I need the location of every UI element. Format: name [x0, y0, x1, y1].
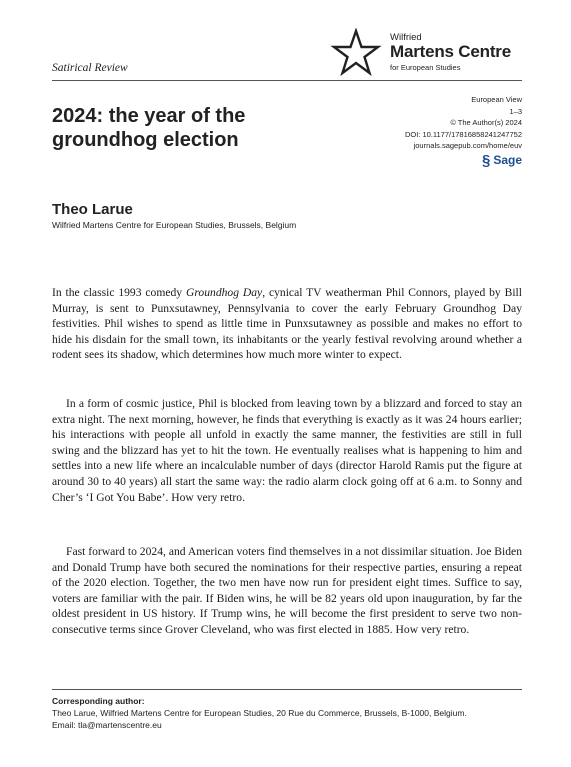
article-title [52, 104, 312, 152]
copyright: © The Author(s) 2024 [450, 118, 522, 127]
corresponding-author-block [52, 695, 522, 731]
author-name: Theo Larue [52, 201, 133, 218]
p1-text-start: In the classic 1993 comedy [52, 286, 186, 299]
section-kicker: Satirical Review [52, 62, 128, 74]
doi[interactable]: DOI: 10.1177/17816858241247752 [404, 129, 522, 139]
corresponding-label: Corresponding author: [52, 696, 145, 706]
p1-text-end: , cynical TV weatherman Phil Connors, played by Bill Murray, is sent to Punxsutawney, Pennsylvania to cover the early February Groundhog Day festivities. Phil wishes to spend as little time in Punxsutawney as possible and makes no effort to hide his disdain for the small town, its inhabitants or the yearly festival revolving around whether a rodent sees its shadow, which determines how much more winter to expect. [52, 286, 522, 362]
logo-small-text: Wilfried [390, 32, 422, 43]
sage-s-icon: § [481, 151, 491, 169]
header-rule [52, 80, 522, 81]
title-line-1: 2024: the year of the [52, 105, 246, 127]
film-title: Groundhog Day [185, 286, 263, 299]
paragraph-1 [52, 285, 522, 363]
author-affiliation: Wilfried Martens Centre for European Studies, Brussels, Belgium [52, 220, 297, 230]
publisher-name: Sage [493, 152, 522, 167]
page-range: 1–3 [509, 106, 522, 116]
article-meta [404, 94, 522, 169]
star-logo-icon [330, 28, 382, 76]
paragraph-3: Fast forward to 2024, and American voters find themselves in a not dissimilar situation. Joe Biden and Donald Trump have both secured the nominations for their respective parties, ensuring a repeat of the 2020 election. Together, the two men have now run for president eight times. Suffice to say, voters are familiar with the pair. If Biden wins, he will be 82 years old upon inauguration, by far the oldest president in US history. If Trump wins, he will become the first president to serve two non-consecutive terms since Grover Cleveland, who was first elected in 1885. How very retro. [52, 545, 522, 636]
martens-centre-logo [330, 28, 530, 78]
corresponding-email[interactable]: Email: tla@martenscentre.eu [52, 720, 162, 730]
journal-url[interactable]: journals.sagepub.com/home/euv [413, 141, 522, 150]
publisher-logo [405, 151, 522, 169]
corresponding-address: Theo Larue, Wilfried Martens Centre for European Studies, 20 Rue du Commerce, Brussels, B-1000, Belgium. [52, 708, 467, 718]
footer-rule [52, 689, 522, 690]
paragraph-2: In a form of cosmic justice, Phil is blocked from leaving town by a blizzard and forced to stay an extra night. The next morning, however, he finds that everything is exactly as it was 24 hours earlier; his interactions with people all unfold in exactly the same manner, the festivities are still in full swing and the blizzard has yet to hit the town. He eventually realises what is happening to him and settles into a new life where an incalculable number of days (director Harold Ramis put the figure at around 30 to 40 years) all start the same way: the radio alarm clock going off at 6 a.m. to Sonny and Cher’s ‘I Got You Babe’. How very retro. [52, 397, 522, 504]
logo-main-text: Martens Centre [390, 42, 511, 61]
journal-name: European View [471, 95, 522, 104]
logo-sub-text: for European Studies [390, 63, 461, 72]
title-line-2: groundhog election [52, 129, 239, 151]
